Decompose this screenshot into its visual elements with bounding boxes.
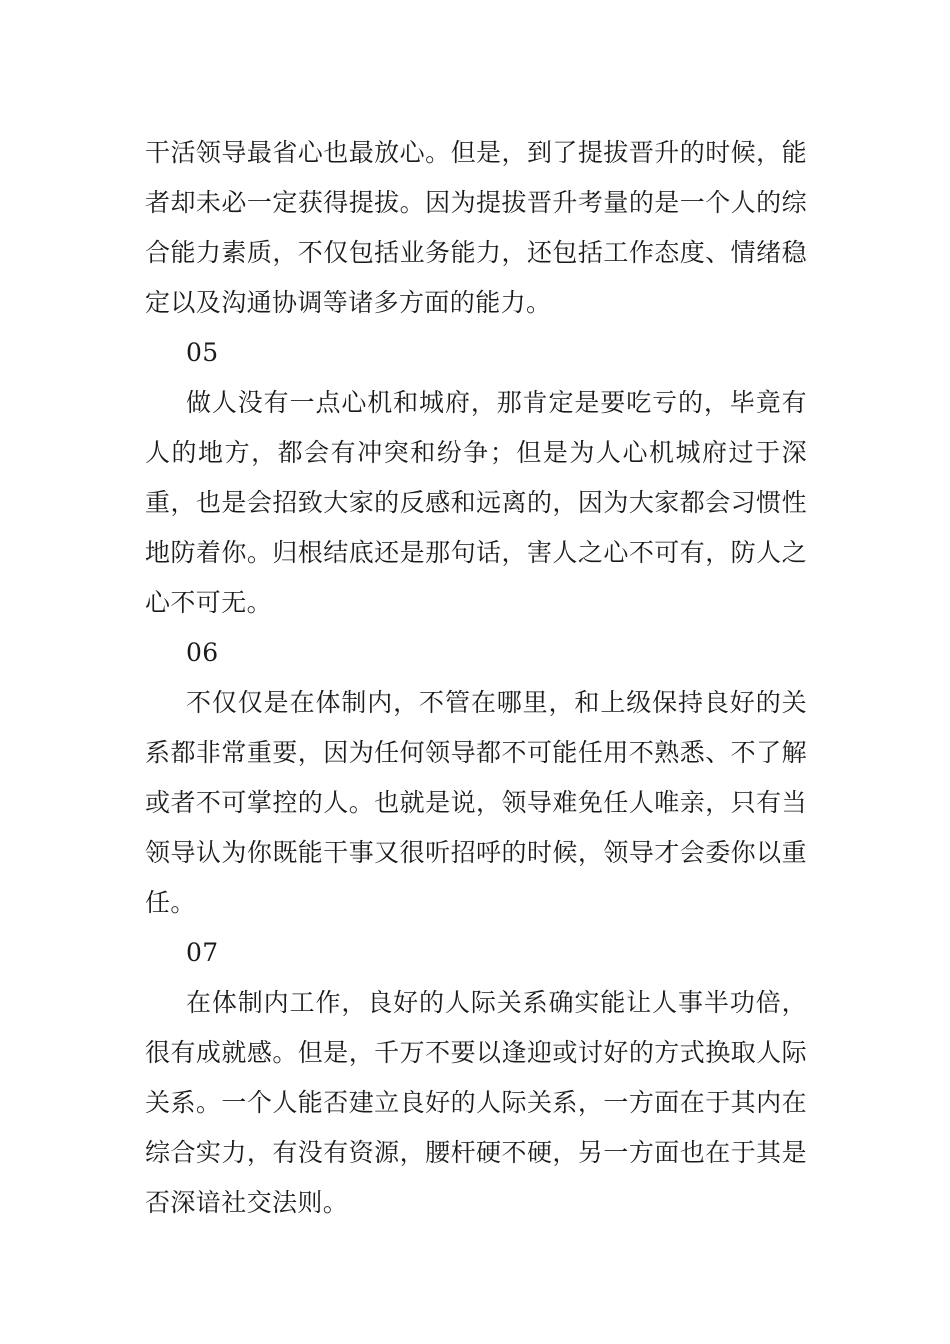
paragraph-07: 在体制内工作，良好的人际关系确实能让人事半功倍，很有成就感。但是，千万不要以逢迎或讨好的方式换取人际关系。一个人能否建立良好的人际关系，一方面在于其内在综合实力，有没有资源，腰杆硬不硬，另一方面也在于其是否深谙社交法则。: [145, 988, 807, 1217]
section-number-05: 05: [186, 338, 219, 367]
paragraph-intro: 干活领导最省心也最放心。但是，到了提拔晋升的时候，能者却未必一定获得提拔。因为提拔晋升考量的是一个人的综合能力素质，不仅包括业务能力，还包括工作态度、情绪稳定以及沟通协调等诸多方面的能力。: [145, 138, 807, 317]
paragraph-06: 不仅仅是在体制内，不管在哪里，和上级保持良好的关系都非常重要，因为任何领导都不可能任用不熟悉、不了解或者不可掌控的人。也就是说，领导难免任人唯亲，只有当领导认为你既能干事又很听招呼的时候，领导才会委你以重任。: [145, 688, 807, 917]
document-page: [145, 128, 807, 1228]
section-number-07: 07: [186, 938, 219, 967]
section-number-06: 06: [186, 638, 219, 667]
paragraph-05: 做人没有一点心机和城府，那肯定是要吃亏的，毕竟有人的地方，都会有冲突和纷争；但是为人心机城府过于深重，也是会招致大家的反感和远离的，因为大家都会习惯性地防着你。归根结底还是那句话，害人之心不可有，防人之心不可无。: [145, 388, 807, 617]
